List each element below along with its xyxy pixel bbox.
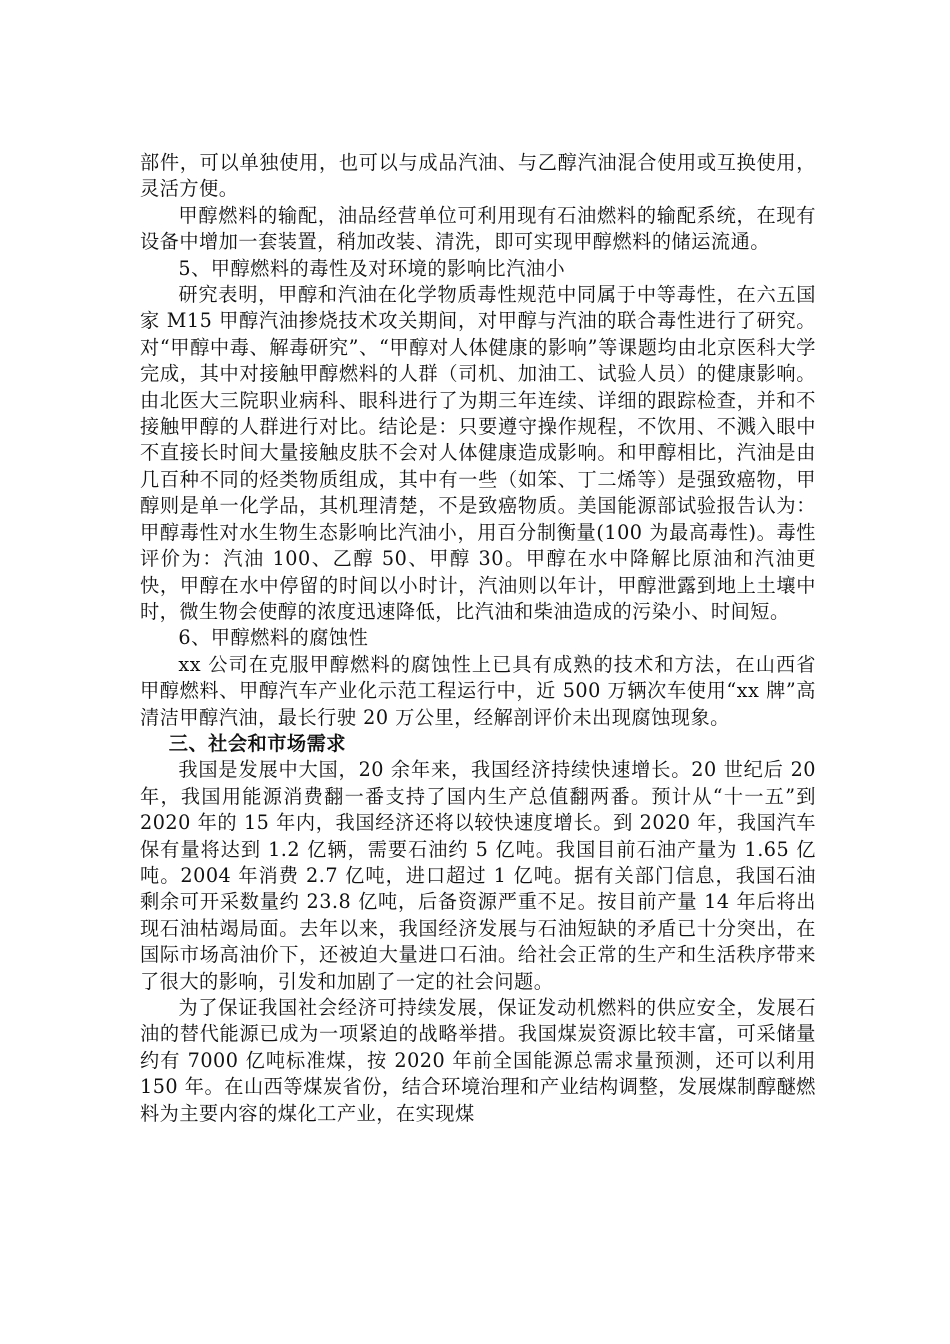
paragraph-energy-security: 为了保证我国社会经济可持续发展，保证发动机燃料的供应安全，发展石油的替代能源已成为一项紧迫的战略举措。我国煤炭资源比较丰富，可采储量约有 7000 亿吨标准煤，按 2020 年前全国能源总需求量预测，还可以利用 150 年。在山西等煤炭省份，结合环境治理和产业结构调整，发展煤制醇醚燃料为主要内容的煤化工产业，在实现煤 bbox=[140, 996, 816, 1125]
paragraph-corrosion: xx 公司在克服甲醇燃料的腐蚀性上已具有成熟的技术和方法，在山西省甲醇燃料、甲醇汽车产业化示范工程运行中，近 500 万辆次车使用“xx 牌”高清洁甲醇汽油，最长行驶 20 万公里，经解剖评价未出现腐蚀现象。 bbox=[140, 652, 816, 729]
chapter-heading-market-demand: 三、社会和市场需求 bbox=[168, 731, 346, 755]
section-heading-corrosion: 6、甲醇燃料的腐蚀性 bbox=[178, 626, 369, 650]
section-heading-toxicity: 5、甲醇燃料的毒性及对环境的影响比汽油小 bbox=[178, 256, 566, 280]
paragraph-toxicity-research: 研究表明，甲醇和汽油在化学物质毒性规范中同属于中等毒性，在六五国家 M15 甲醇汽油掺烧技术攻关期间，对甲醇与汽油的联合毒性进行了研究。对“甲醇中毒、解毒研究”、“甲醇对人体健康的影响”等课题均由北京医科大学完成，其中对接触甲醇燃料的人群（司机、加油工、试验人员）的健康影响。由北医大三院职业病科、眼科进行了为期三年连续、详细的跟踪检查，并和不接触甲醇的人群进行对比。结论是：只要遵守操作规程，不饮用、不溅入眼中不直接长时间大量接触皮肤不会对人体健康造成影响。和甲醇相比，汽油是由几百种不同的烃类物质组成，其中有一些（如笨、丁二烯等）是强致癌物，甲醇则是单一化学品，其机理清楚，不是致癌物质。美国能源部试验报告认为：甲醇毒性对水生物生态影响比汽油小，用百分制衡量(100 为最高毒性)。毒性评价为：汽油 100、乙醇 50、甲醇 30。甲醇在水中降解比原油和汽油更快，甲醇在水中停留的时间以小时计，汽油则以年计，甲醇泄露到地上土壤中时，微生物会使醇的浓度迅速降低，比汽油和柴油造成的污染小、时间短。 bbox=[140, 283, 816, 623]
paragraph-economic-growth: 我国是发展中大国，20 余年来，我国经济持续快速增长。20 世纪后 20 年，我国用能源消费翻一番支持了国内生产总值翻两番。预计从“十一五”到 2020 年的 15 年内，我国经济还将以较快速度增长。到 2020 年，我国汽车保有量将达到 1.2 亿辆，需要石油约 5 亿吨。我国目前石油产量为 1.65 亿吨。2004 年消费 2.7 亿吨，进口超过 1 亿吨。据有关部门信息，我国石油剩余可开采数量约 23.8 亿吨，后备资源严重不足。按目前产量 14 年后将出现石油枯竭局面。去年以来，我国经济发展与石油短缺的矛盾已十分突出，在国际市场高油价下，还被迫大量进口石油。给社会正常的生产和生活秩序带来了很大的影响，引发和加剧了一定的社会问题。 bbox=[140, 758, 816, 993]
document-page bbox=[140, 150, 816, 1127]
paragraph-continuation: 部件，可以单独使用，也可以与成品汽油、与乙醇汽油混合使用或互换使用，灵活方便。 bbox=[140, 151, 816, 201]
paragraph-methanol-distribution: 甲醇燃料的输配，油品经营单位可利用现有石油燃料的输配系统，在现有设备中增加一套装置，稍加改装、清洗，即可实现甲醇燃料的储运流通。 bbox=[140, 203, 816, 254]
